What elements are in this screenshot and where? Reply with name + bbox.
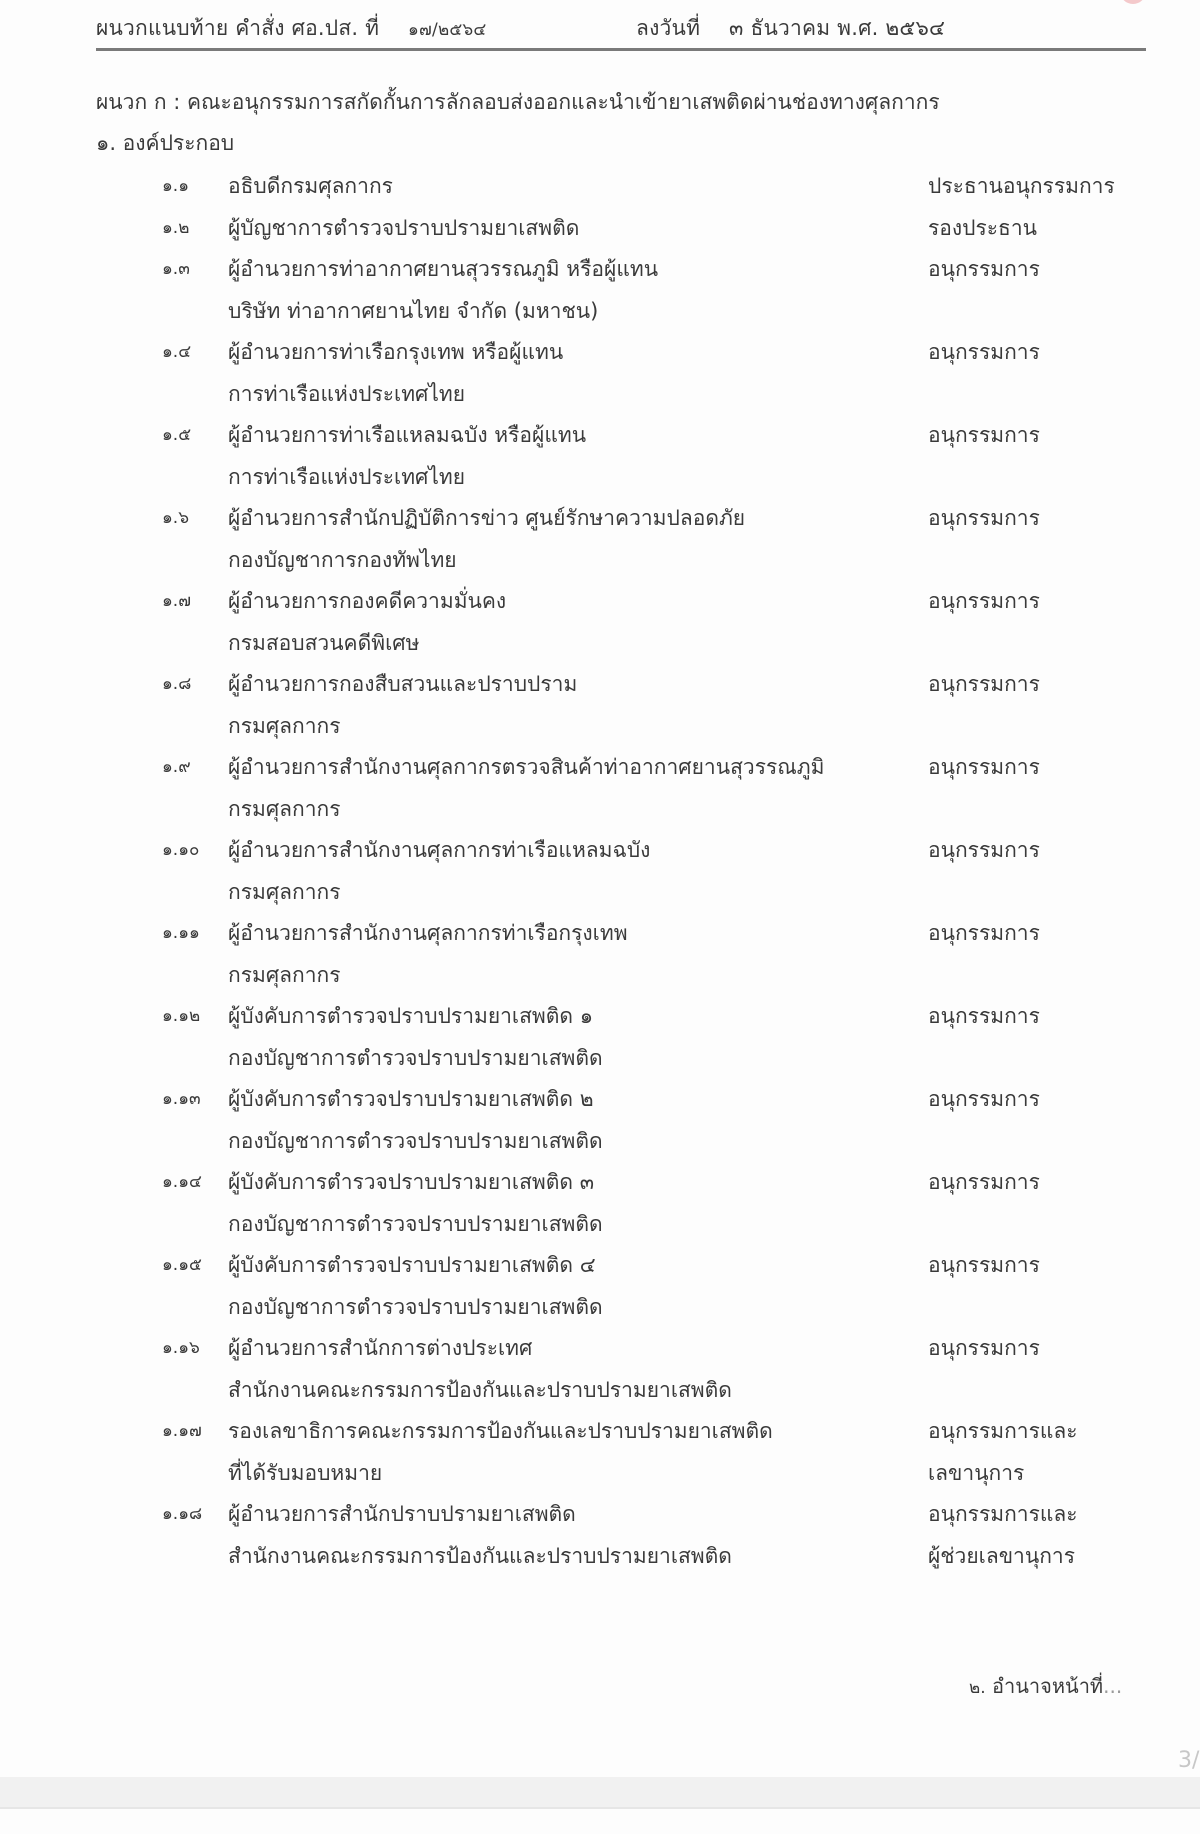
member-role-line: อนุกรรมการ [928,589,1040,613]
page-indicator: 3/ [1178,1748,1200,1773]
member-position-line: ผู้อำนวยการสำนักการต่างประเทศ [228,1336,533,1360]
member-position-line: สำนักงานคณะกรรมการป้องกันและปราบปรามยาเสพติด [228,1543,732,1568]
member-role [928,581,1040,623]
member-role-line: อนุกรรมการ [928,340,1040,364]
member-role-line: อนุกรรมการ [928,257,1040,281]
member-number: ๑.๑๒ [162,1006,201,1026]
member-role [928,332,1040,374]
member-role [928,1494,1078,1577]
member-row [0,1162,1200,1245]
member-number: ๑.๘ [162,674,192,694]
member-position-line: กองบัญชาการตำรวจปราบปรามยาเสพติด [228,1211,603,1236]
member-position-line: ผู้อำนวยการสำนักปฏิบัติการข่าว ศูนย์รักษาความปลอดภัย [228,506,746,530]
member-position-line: กรมศุลกากร [228,713,341,738]
member-role-line: อนุกรรมการ [928,1004,1040,1028]
member-role-line: อนุกรรมการ [928,1336,1040,1360]
member-position-line: ผู้อำนวยการสำนักงานศุลกากรท่าเรือกรุงเทพ [228,921,628,945]
member-position-line: กองบัญชาการกองทัพไทย [228,547,457,572]
viewer-bottom-bar [0,1777,1200,1809]
member-number: ๑.๑๗ [162,1421,202,1441]
member-role-line: ประธานอนุกรรมการ [928,174,1115,198]
member-position-line: การท่าเรือแห่งประเทศไทย [228,464,466,489]
member-position-line: บริษัท ท่าอากาศยานไทย จำกัด (มหาชน) [228,298,599,323]
continuation-text: อำนาจหน้าที่ [991,1674,1104,1698]
member-position [228,1245,1200,1328]
header-date-label: ลงวันที่ [636,16,701,40]
member-position-line: ผู้อำนวยการท่าเรือแหลมฉบัง หรือผู้แทน [228,423,587,447]
header-date-value: ๓ ธันวาคม พ.ศ. ๒๕๖๔ [729,16,946,40]
member-role [928,747,1040,789]
member-row [0,1245,1200,1328]
member-number: ๑.๔ [162,342,192,362]
member-position-line: กองบัญชาการตำรวจปราบปรามยาเสพติด [228,1128,603,1153]
member-role [928,1411,1078,1494]
annex-title: ผนวก ก : คณะอนุกรรมการสกัดกั้นการลักลอบส่งออกและนำเข้ายาเสพติดผ่านช่องทางศุลกากร [96,90,940,114]
member-position-line: สำนักงานคณะกรรมการป้องกันและปราบปรามยาเสพติด [228,1377,732,1402]
member-number: ๑.๒ [162,217,190,238]
continuation-note [969,1670,1122,1702]
member-row [0,415,1200,498]
member-position-line: กรมสอบสวนคดีพิเศษ [228,630,420,655]
member-row [0,1411,1200,1494]
member-position-line: ผู้อำนวยการสำนักปราบปรามยาเสพติด [228,1502,576,1526]
member-role-line: อนุกรรมการ [928,1087,1040,1111]
member-row [0,747,1200,830]
member-position [228,249,1200,332]
member-position-line: ผู้อำนวยการท่าเรือกรุงเทพ หรือผู้แทน [228,340,564,364]
member-role [928,830,1040,872]
member-position-line: ผู้อำนวยการสำนักงานศุลกากรท่าเรือแหลมฉบัง [228,838,651,862]
member-role-line: อนุกรรมการ [928,755,1040,779]
member-role [928,249,1040,291]
member-position-line: ที่ได้รับมอบหมาย [228,1460,383,1485]
member-number: ๑.๕ [162,425,192,445]
member-number: ๑.๑๓ [162,1089,201,1109]
member-row [0,664,1200,747]
header-order-ref [96,12,486,45]
member-position [228,996,1200,1079]
member-number: ๑.๗ [162,591,191,611]
header-order-number: ๑๗/๒๕๖๔ [408,20,487,40]
member-number: ๑.๙ [162,757,191,777]
section-title: ๑. องค์ประกอบ [96,131,235,155]
member-number: ๑.๑๑ [162,923,200,943]
member-position [228,664,1200,747]
member-row [0,498,1200,581]
member-position [228,332,1200,415]
member-role-line: อนุกรรมการ [928,838,1040,862]
member-position-line: ผู้บัญชาการตำรวจปราบปรามยาเสพติด [228,215,580,240]
member-role [928,498,1040,540]
member-position-line: กรมศุลกากร [228,962,341,987]
member-role-line: รองประธาน [928,215,1037,240]
continuation-ellipsis: ... [1103,1674,1123,1698]
member-number: ๑.๑๔ [162,1172,202,1192]
member-position-line: รองเลขาธิการคณะกรรมการป้องกันและปราบปรามยาเสพติด [228,1419,773,1443]
member-role [928,1245,1040,1287]
member-row [0,332,1200,415]
member-role [928,1162,1040,1204]
member-number: ๑.๑๘ [162,1504,203,1524]
member-number: ๑.๑๖ [162,1338,200,1358]
corner-mark [1120,0,1146,4]
member-position [228,498,1200,581]
member-position-line: ผู้อำนวยการกองคดีความมั่นคง [228,589,507,613]
member-role-line: อนุกรรมการและ [928,1502,1078,1526]
member-role-line: อนุกรรมการ [928,672,1040,696]
member-position [228,415,1200,498]
member-role [928,1328,1040,1370]
member-row [0,996,1200,1079]
member-row [0,581,1200,664]
member-position [228,581,1200,664]
member-role-line: อนุกรรมการ [928,506,1040,530]
member-role-line: อนุกรรมการ [928,1170,1040,1194]
member-role-line: อนุกรรมการ [928,423,1040,447]
member-position-line: ผู้บังคับการตำรวจปราบปรามยาเสพติด ๓ [228,1170,595,1194]
member-number: ๑.๑๐ [162,840,200,860]
member-position [228,913,1200,996]
member-row [0,830,1200,913]
member-role [928,664,1040,706]
member-role-line: อนุกรรมการ [928,1253,1040,1277]
viewer-background [0,1809,1200,1834]
member-role [928,1079,1040,1121]
member-position [228,1079,1200,1162]
member-role-line: อนุกรรมการ [928,921,1040,945]
member-row [0,1494,1200,1577]
member-position-line: ผู้อำนวยการกองสืบสวนและปราบปราม [228,672,578,696]
member-row [0,166,1200,208]
member-position-line: กองบัญชาการตำรวจปราบปรามยาเสพติด [228,1045,603,1070]
member-role-line: อนุกรรมการและ [928,1419,1078,1443]
member-position-line: กองบัญชาการตำรวจปราบปรามยาเสพติด [228,1294,603,1319]
member-position-line: อธิบดีกรมศุลกากร [228,174,393,198]
member-row [0,249,1200,332]
member-position-line: ผู้อำนวยการสำนักงานศุลกากรตรวจสินค้าท่าอากาศยานสุวรรณภูมิ [228,755,825,779]
member-position-line: ผู้อำนวยการท่าอากาศยานสุวรรณภูมิ หรือผู้แทน [228,257,659,281]
member-row [0,208,1200,250]
member-list [0,166,1200,1577]
member-role [928,166,1115,208]
member-number: ๑.๑ [162,176,189,196]
member-number: ๑.๑๕ [162,1255,202,1275]
member-position [228,1328,1200,1411]
header-doc-label: ผนวกแนบท้าย คำสั่ง ศอ.ปส. ที่ [96,16,380,40]
member-position-line: กรมศุลกากร [228,796,341,821]
member-role [928,996,1040,1038]
member-position [228,830,1200,913]
member-row [0,1328,1200,1411]
member-position [228,208,1200,250]
member-role [928,415,1040,457]
document-header [96,10,1146,51]
header-date [636,12,945,45]
member-role-line: ผู้ช่วยเลขานุการ [928,1543,1075,1568]
member-number: ๑.๖ [162,508,189,528]
member-position-line: ผู้บังคับการตำรวจปราบปรามยาเสพติด ๒ [228,1087,594,1111]
member-row [0,1079,1200,1162]
member-role-line: เลขานุการ [928,1460,1025,1485]
member-position-line: ผู้บังคับการตำรวจปราบปรามยาเสพติด ๔ [228,1253,596,1277]
member-position-line: กรมศุลกากร [228,879,341,904]
member-role [928,913,1040,955]
member-row [0,913,1200,996]
member-number: ๑.๓ [162,259,190,279]
continuation-number: ๒. [969,1678,986,1698]
member-position [228,1162,1200,1245]
member-position [228,747,1200,830]
member-position-line: ผู้บังคับการตำรวจปราบปรามยาเสพติด ๑ [228,1004,594,1028]
member-role [928,208,1037,250]
member-position-line: การท่าเรือแห่งประเทศไทย [228,381,466,406]
